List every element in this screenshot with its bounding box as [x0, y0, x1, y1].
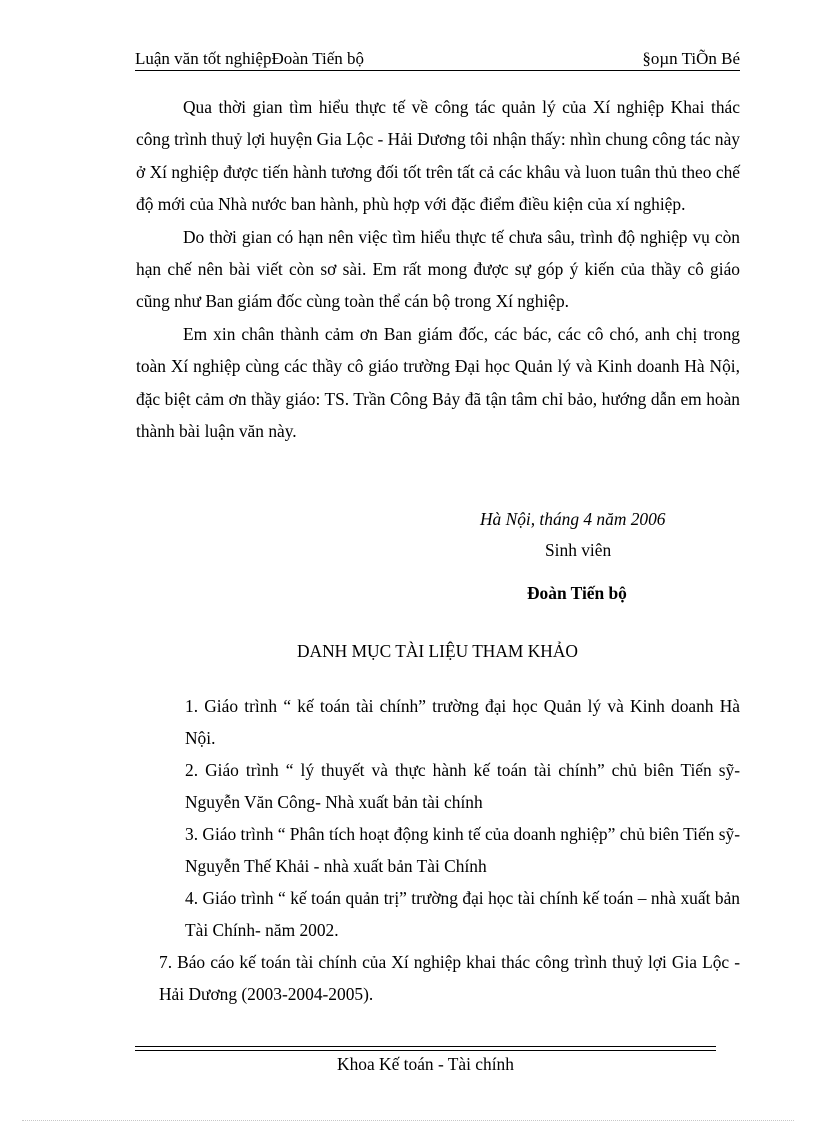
- body-paragraph-2: Do thời gian có hạn nên việc tìm hiểu thực tế chưa sâu, trình độ nghiệp vụ còn hạn chế nên bài viết còn sơ sài. Em rất mong được sự góp ý kiến của thầy cô giáo cũng như Ban giám đốc cùng toàn thể cán bộ trong Xí nghiệp.: [136, 226, 740, 312]
- signature-name: Đoàn Tiến bộ: [527, 583, 627, 603]
- page-footer: Khoa Kế toán - Tài chính: [337, 1054, 514, 1074]
- signature-date: Hà Nội, tháng 4 năm 2006: [480, 509, 666, 529]
- header-left-text: Luận văn tốt nghiệpĐoàn Tiến bộ: [135, 49, 365, 68]
- footer-rule-top: [135, 1046, 716, 1047]
- header-right-text: §oµn TiÕn Bé: [642, 49, 740, 68]
- reference-item-4: 4. Giáo trình “ kế toán quản trị” trường đại học tài chính kế toán – nhà xuất bản Tài Chính- năm 2002.: [185, 888, 740, 940]
- page-header: [135, 48, 740, 70]
- reference-item-7-text: 7. Báo cáo kế toán tài chính của Xí nghiệp khai thác công trình thuỷ lợi Gia Lộc - Hải Dương (2003-2004-2005).: [159, 952, 740, 1004]
- page-boundary-line: [22, 1120, 794, 1121]
- reference-item-2: 2. Giáo trình “ lý thuyết và thực hành kế toán tài chính” chủ biên Tiến sỹ- Nguyễn Văn Công- Nhà xuất bản tài chính: [185, 760, 740, 812]
- references-title: DANH MỤC TÀI LIỆU THAM KHẢO: [297, 641, 578, 661]
- header-rule: [135, 70, 740, 71]
- references-list: [185, 690, 740, 946]
- reference-item-3: 3. Giáo trình “ Phân tích hoạt động kinh tế của doanh nghiệp” chủ biên Tiến sỹ- Nguyễn Thế Khải - nhà xuất bản Tài Chính: [185, 824, 740, 876]
- conclusion-body: [136, 91, 740, 447]
- reference-item-1: 1. Giáo trình “ kế toán tài chính” trường đại học Quản lý và Kinh doanh Hà Nội.: [185, 696, 740, 748]
- reference-item-7: [159, 946, 740, 1010]
- footer-rule-bottom: [135, 1050, 716, 1051]
- body-paragraph-1: Qua thời gian tìm hiểu thực tế về công tác quản lý của Xí nghiệp Khai thác công trình thuỷ lợi huyện Gia Lộc - Hải Dương tôi nhận thấy: nhìn chung công tác này ở Xí nghiệp được tiến hành tương đối tốt trên tất cả các khâu và luon tuân thủ theo chế độ mới của Nhà nước ban hành, phù hợp với đặc điểm điều kiện của xí nghiệp.: [136, 97, 740, 215]
- signature-role: Sinh viên: [545, 540, 612, 560]
- body-paragraph-3: Em xin chân thành cảm ơn Ban giám đốc, các bác, các cô chó, anh chị trong toàn Xí nghiệp cùng các thầy cô giáo trường Đại học Quản lý và Kinh doanh Hà Nội, đặc biệt cảm ơn thầy giáo: TS. Trần Công Bảy đã tận tâm chỉ bảo, hướng dẫn em hoàn thành bài luận văn này.: [136, 323, 740, 442]
